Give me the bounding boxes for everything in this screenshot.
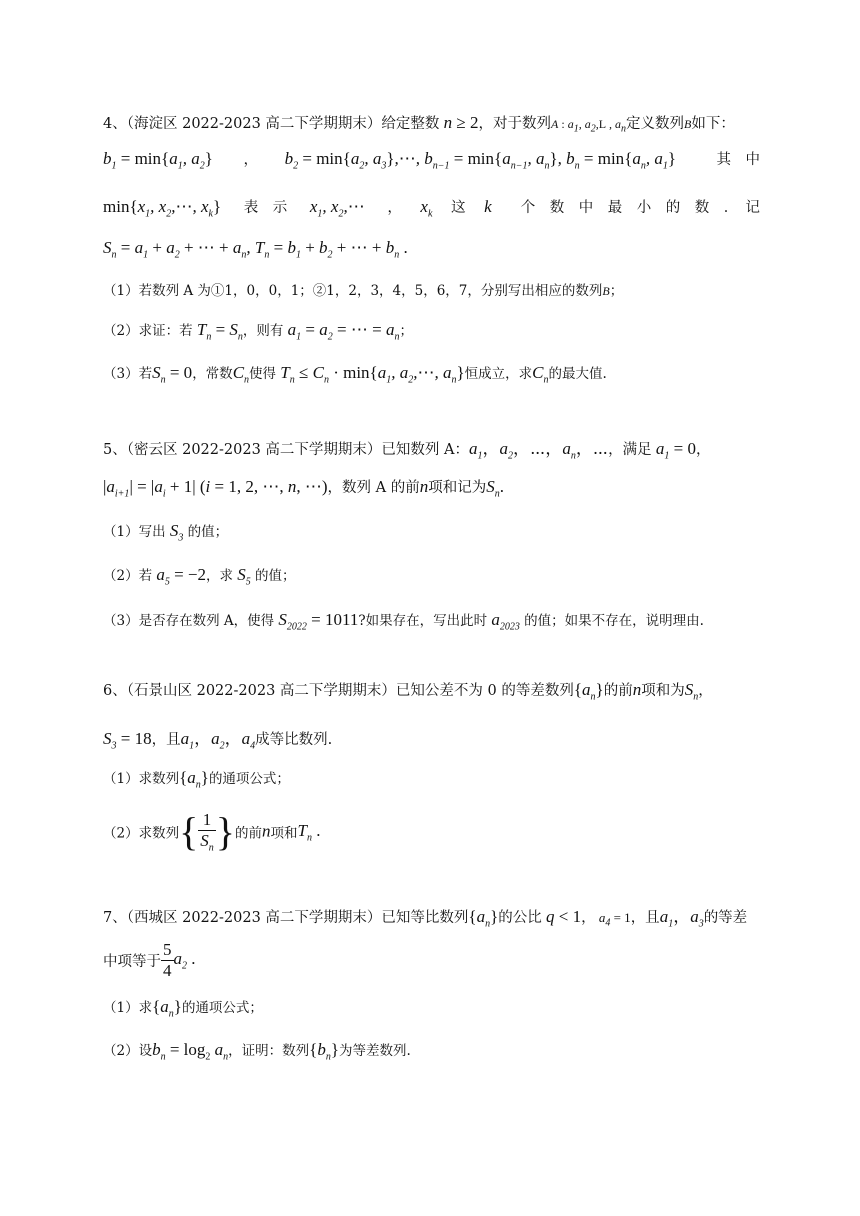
p7-q1 <box>103 996 263 1019</box>
p7-q1-text: （1）求 <box>103 1000 153 1016</box>
p4-formula-min: $\min\{x_1$, $x_2,\cdots$, $x_k$} <box>103 197 222 220</box>
p6-q2-end: 项和 <box>270 825 298 842</box>
p5-q3-mid: ?如果存在，写出此时 <box>358 613 488 629</box>
p6-and: ，且 <box>151 732 181 748</box>
p7-ratio: 的公比 <box>498 910 542 926</box>
p4-source: （海淀区 2022-2023 高二下学期期末） <box>126 116 382 132</box>
p7-line2-text: 中项等于 <box>103 954 161 970</box>
p7-q1-an: $\{a_n\}$ <box>152 997 182 1020</box>
p4-q1 <box>103 279 623 299</box>
p4-q3-formula1: $S_n = 0$ <box>152 363 193 386</box>
p7-frac: $\frac{5}{4}$ $a_2$ . <box>163 940 196 980</box>
p5-n: n <box>419 477 429 496</box>
p4-q3-C: $C_n$ <box>232 363 250 386</box>
p5-Sn: $S_n$. <box>486 477 504 500</box>
p4-formula-b2: $b_2 = \min\{a_2$, $a_3\},\cdots$, $b_{n-1} = \min\{a_{n-1}$, $a_n$}, $b_n = \min\{a_n$, $a_1$} <box>284 149 677 172</box>
p4-line1 <box>103 112 735 134</box>
p6-q2-mid: 的前 <box>235 825 262 842</box>
p6-q1 <box>103 767 290 790</box>
p7-intro: 已知等比数列 <box>381 910 469 926</box>
p6-q2-text: （2）求数列 <box>103 825 180 842</box>
p5-recurrence: $|a_{i+1}| = |a_i + 1|$ (i = 1, 2, ⋯, n, ⋯) <box>103 477 328 500</box>
p5-a1: $a_1 = 0$ <box>651 439 696 462</box>
p4-q3-mid3: 恒成立，求 <box>464 366 533 382</box>
p4-other: 其 中 <box>716 152 760 168</box>
p4-q2-pre: （2）求证：若 <box>103 323 193 339</box>
p7-an: $\{a_n\}$ <box>468 907 499 930</box>
p4-q3-end: 的最大值. <box>548 366 607 382</box>
p7-a4: $a_4 = 1$ <box>595 910 631 929</box>
p6-q2-frac: { $\frac{1}{S_n}$ } <box>179 808 235 854</box>
p5-q2-mid: ，求 <box>206 568 234 584</box>
p5-q1-text: （1）写出 <box>103 524 166 540</box>
p5-line2 <box>103 476 504 499</box>
p5-q3 <box>103 609 704 632</box>
p5-q2 <box>103 564 296 587</box>
p5-q3-formula: $S_{2022} = 1011$ <box>274 610 359 633</box>
p4-B: B <box>684 117 692 131</box>
p4-these: 这 <box>451 200 466 216</box>
p4-as-follows: 如下： <box>691 116 735 132</box>
p4-line3: $\min\{x_1$, $x_2,\cdots$, $x_k$} 表 示 $x_1$, $x_2,\cdots$ ， $x_k$ 这 k 个 数 中 最 小 的 数 ． 记 <box>103 197 760 220</box>
p5-q1-S3: $S_3$ <box>165 521 184 544</box>
p5-sum-label: 项和记为 <box>428 480 487 496</box>
p4-q3-C2: $C_n$ <box>532 363 549 386</box>
p4-q2-formula2: $a_1 = a_2$ = ⋯ = $a_n$ <box>283 320 400 343</box>
p6-q2-Tn: $T_n$ . <box>297 820 321 843</box>
p7-line1: 7、（西城区 2022-2023 高二下学期期末）已知等比数列$\{a_n\}$的公比 q < 1， $a_4 = 1$，且$a_1$，$a_3$的等差 <box>103 907 748 930</box>
p5-satisfy: ，满足 <box>608 442 652 458</box>
p4-q1-text: （1）若数列 A 为①1，0，0，1；②1，2，3，4，5，6，7，分别写出相应的数列 <box>103 283 603 299</box>
p6-front: 的前 <box>603 683 633 699</box>
p4-q3-pre: （3）若 <box>103 366 153 382</box>
p6-line2 <box>103 724 332 751</box>
p5-q3-end: 的值；如果不存在，说明理由. <box>524 613 704 629</box>
p4-formula-b1: $b_1 = \min\{a_1$, $a_2$} <box>103 149 213 172</box>
p5-q2-end: 的值； <box>255 568 296 584</box>
p4-formula-xk: $x_k$ <box>420 197 433 220</box>
p4-define-b: 定义数列 <box>626 116 685 132</box>
p5-seq: $a_1$，$a_2$，⋯，$a_n$，⋯ <box>469 439 609 462</box>
p4-formula-sums: $S_n = a_1 + a_2$ + ⋯ + $a_n$, $T_n = b_1 + b_2$ + ⋯ + $b_n$ . <box>103 238 408 261</box>
p7-q1-end: 的通项公式； <box>181 1000 263 1016</box>
p4-cond: n ≥ 2 <box>439 113 479 132</box>
p5-number: 5、 <box>103 442 127 458</box>
p4-q2-mid: ，则有 <box>242 323 284 339</box>
p4-q2-end: ； <box>399 323 413 339</box>
p6-q1-an: $\{a_n\}$ <box>179 768 209 791</box>
p5-front-sum: ，数列 A 的前 <box>327 480 420 496</box>
p7-q2-mid: ，证明：数列 <box>228 1043 310 1059</box>
p6-number: 6、 <box>103 683 127 699</box>
p7-q: q < 1 <box>541 907 582 926</box>
p6-geo: 成等比数列. <box>255 732 333 748</box>
p4-count-text: 个 数 中 最 小 的 数 ． 记 <box>520 200 760 216</box>
p7-q2-bn: $\{b_n\}$ <box>309 1040 339 1063</box>
p4-q3-formula2: $T_n \le C_n \cdot \min\{a_1$, $a_2,\cdots$, $a_n$} <box>276 363 465 386</box>
p4-number: 4、 <box>103 116 127 132</box>
p7-mid-term: 的等差 <box>703 910 748 926</box>
p7-number: 7、 <box>103 910 127 926</box>
p5-q3-a2023: $a_{2023}$ <box>487 610 520 633</box>
p7-a1a3: $a_1$，$a_3$ <box>659 907 704 930</box>
p5-intro: 已知数列 A： <box>381 442 469 458</box>
p6-line1: 6、（石景山区 2022-2023 高二下学期期末）已知公差不为 0 的等差数列$\{a_n\}$的前n项和为$S_n$， <box>103 680 713 703</box>
p4-q1-B: B <box>602 284 610 298</box>
p4-intro: 给定整数 <box>381 116 440 132</box>
p7-line2 <box>103 940 196 981</box>
p4-for-seq: ，对于数列 <box>478 116 551 132</box>
p6-S3: $S_3 = 18$ <box>103 729 152 752</box>
p6-terms: $a_1$，$a_2$，$a_4$ <box>180 729 256 752</box>
p6-source: （石景山区 2022-2023 高二下学期期末） <box>126 683 396 699</box>
p5-source: （密云区 2022-2023 高二下学期期末） <box>126 442 382 458</box>
p4-q3-mid2: 使得 <box>249 366 277 382</box>
p5-q1-end: 的值； <box>187 524 229 540</box>
p6-intro: 已知公差不为 0 的等差数列 <box>395 683 574 699</box>
p7-q2-formula: $b_n = \log_2 a_n$ <box>152 1040 229 1063</box>
p6-Sn: $S_n$ <box>684 680 699 703</box>
p5-q1 <box>103 520 228 543</box>
p4-line2: $b_1 = \min\{a_1$, $a_2$} ， $b_2 = \min\{a_2$, $a_3\},\cdots$, $b_{n-1} = \min\{a_{n-1}$, $a_n$}, $b_n = \min\{a_n$, $a_1$} 其 中 <box>103 149 760 172</box>
p6-q1-text: （1）求数列 <box>103 771 180 787</box>
p7-source: （西城区 2022-2023 高二下学期期末） <box>126 910 382 926</box>
p7-q2 <box>103 1039 411 1062</box>
p4-q1-end: ； <box>609 283 624 299</box>
p4-formula-xs: $x_1$, $x_2,\cdots$ <box>309 197 365 220</box>
p5-q2-a5: $a_5 = -2$ <box>152 565 207 588</box>
p4-line4 <box>103 238 408 260</box>
p6-q2: （2）求数列{ $\frac{1}{S_n}$ }的前n项和$T_n$ . <box>103 808 321 854</box>
p7-q2-end: 为等差数列. <box>339 1043 411 1059</box>
p6-an: $\{a_n\}$ <box>573 680 604 703</box>
p5-q3-pre: （3）是否存在数列 A，使得 <box>103 613 275 629</box>
p5-q2-pre: （2）若 <box>103 568 153 584</box>
p4-q3-mid1: ，常数 <box>192 366 233 382</box>
p5-line1: 5、（密云区 2022-2023 高二下学期期末）已知数列 A：$a_1$，$a_2$，⋯，$a_n$，⋯，满足 $a_1 = 0$， <box>103 439 711 462</box>
p7-q2-pre: （2）设 <box>103 1043 153 1059</box>
p4-q3 <box>103 362 607 385</box>
p5-q2-S5: $S_5$ <box>233 565 251 588</box>
p4-k: k <box>484 197 492 216</box>
p6-q1-end: 的通项公式； <box>208 771 290 787</box>
p4-seqA: A : $a_1$, $a_2,L$ , $a_n$ <box>551 117 627 135</box>
p4-q2 <box>103 319 413 342</box>
p6-sum-label: 项和为 <box>641 683 685 699</box>
p4-q2-formula1: $T_n = S_n$ <box>192 320 243 343</box>
p4-denotes: 表 示 <box>243 200 288 216</box>
p7-and: ，且 <box>630 910 660 926</box>
